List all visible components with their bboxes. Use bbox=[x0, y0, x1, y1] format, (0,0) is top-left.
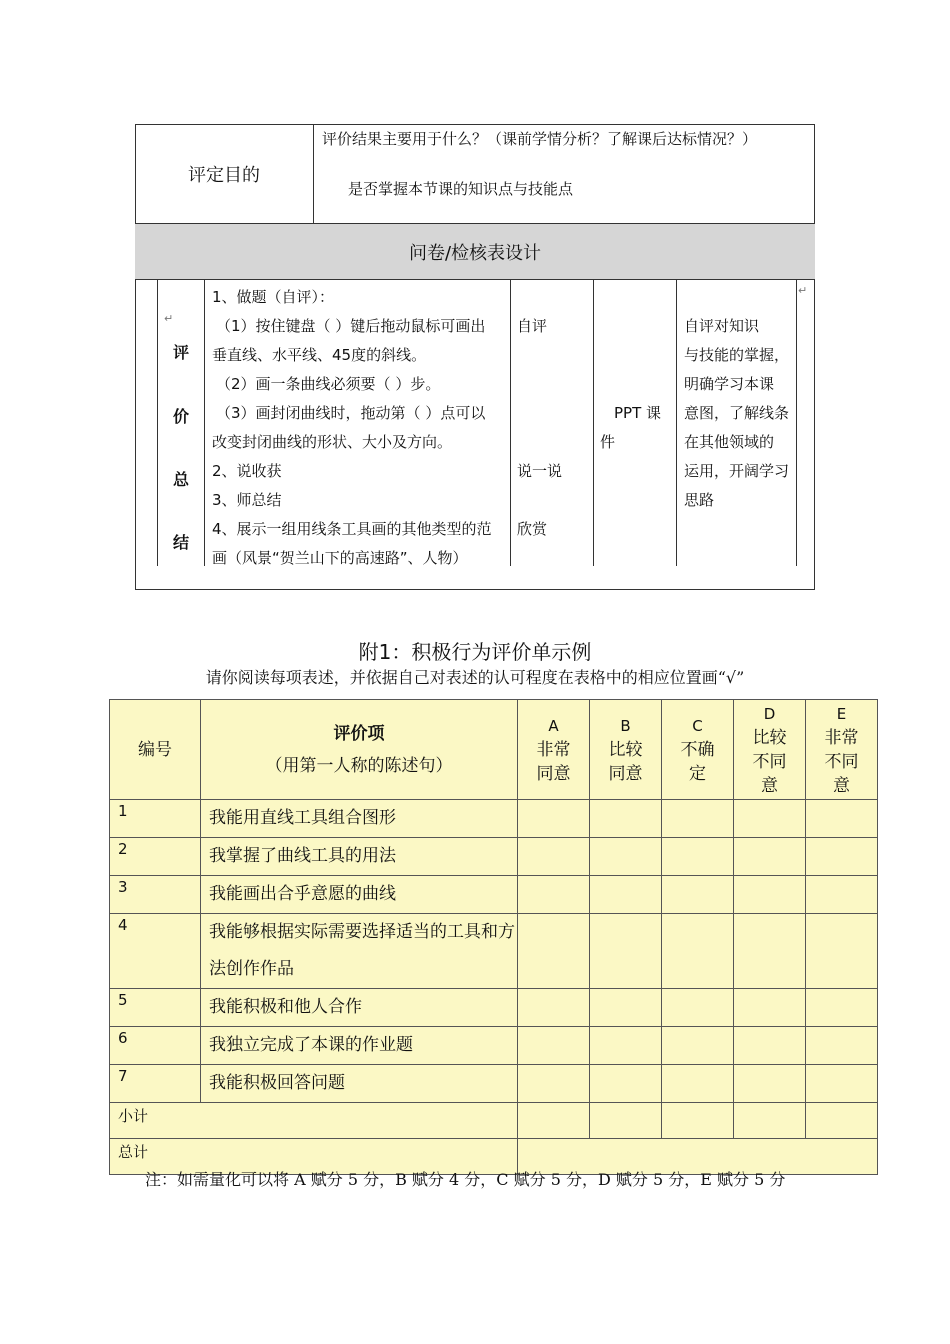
activity-line: （2）画一条曲线必须要（ ）步。 bbox=[216, 375, 441, 393]
activity-line: 2、说收获 bbox=[212, 462, 282, 480]
column-divider bbox=[157, 280, 158, 566]
activity-line: 1、做题（自评）： bbox=[212, 288, 335, 306]
media-column bbox=[600, 283, 672, 566]
column-divider bbox=[204, 280, 205, 566]
column-divider bbox=[676, 280, 677, 566]
rating-cell[interactable] bbox=[734, 914, 806, 989]
rating-cell[interactable] bbox=[590, 1065, 662, 1103]
rating-cell[interactable] bbox=[662, 876, 734, 914]
option-label: 不同 bbox=[824, 751, 859, 772]
activity-line: （1）按住键盘（ ）键后拖动鼠标可画出 bbox=[216, 317, 486, 335]
intent-column bbox=[684, 283, 794, 566]
media-line: PPT 课 bbox=[614, 404, 662, 422]
rating-cell[interactable] bbox=[734, 1027, 806, 1065]
column-divider bbox=[510, 280, 511, 566]
rating-cell[interactable] bbox=[590, 914, 662, 989]
activity-line: 画（风景“贺兰山下的高速路”、人物） bbox=[212, 549, 468, 566]
behavior-evaluation-table bbox=[109, 699, 878, 1175]
rating-cell[interactable] bbox=[590, 876, 662, 914]
rating-cell[interactable] bbox=[806, 800, 878, 838]
activity-line: 3、师总结 bbox=[212, 491, 282, 509]
table-row bbox=[110, 876, 878, 914]
intent-line: 在其他领域的 bbox=[684, 433, 775, 451]
rating-cell[interactable] bbox=[734, 876, 806, 914]
rating-cell[interactable] bbox=[590, 838, 662, 876]
subtotal-label: 小计 bbox=[110, 1103, 518, 1139]
subtotal-cell[interactable] bbox=[518, 1103, 590, 1139]
rating-cell[interactable] bbox=[590, 1027, 662, 1065]
purpose-content bbox=[314, 124, 815, 224]
option-letter: E bbox=[836, 704, 847, 723]
intent-line: 自评对知识 bbox=[684, 317, 760, 335]
option-label: 同意 bbox=[536, 763, 571, 784]
intent-line: 运用，开阔学习 bbox=[684, 462, 790, 480]
option-letter: C bbox=[692, 716, 703, 735]
option-letter: A bbox=[548, 716, 559, 735]
activity-line: 改变封闭曲线的形状、大小及方向。 bbox=[212, 433, 453, 451]
rating-cell[interactable] bbox=[518, 914, 590, 989]
activity-line: 4、展示一组用线条工具画的其他类型的范 bbox=[212, 520, 492, 538]
side-char: 结 bbox=[173, 533, 190, 552]
rating-cell[interactable] bbox=[806, 838, 878, 876]
media-line: 件 bbox=[600, 433, 616, 451]
rating-cell[interactable] bbox=[518, 1027, 590, 1065]
table-row bbox=[110, 838, 878, 876]
rating-cell[interactable] bbox=[518, 1065, 590, 1103]
option-e-header bbox=[806, 700, 878, 800]
intent-line: 与技能的掌握， bbox=[684, 346, 790, 364]
col-item-title: 评价项 bbox=[333, 723, 385, 744]
side-char: 总 bbox=[173, 470, 190, 489]
option-label: 非常 bbox=[824, 727, 859, 748]
option-label: 同意 bbox=[608, 763, 643, 784]
rating-cell[interactable] bbox=[662, 914, 734, 989]
rating-cell[interactable] bbox=[590, 800, 662, 838]
rating-cell[interactable] bbox=[806, 1065, 878, 1103]
option-label: 定 bbox=[689, 763, 706, 784]
row-statement: 我能积极回答问题 bbox=[201, 1065, 518, 1103]
rating-cell[interactable] bbox=[734, 1065, 806, 1103]
subtotal-cell[interactable] bbox=[590, 1103, 662, 1139]
row-number: 5 bbox=[110, 989, 201, 1027]
column-divider bbox=[593, 280, 594, 566]
rating-cell[interactable] bbox=[662, 1065, 734, 1103]
return-mark: ↵ bbox=[164, 312, 174, 325]
rating-cell[interactable] bbox=[806, 1027, 878, 1065]
rating-cell[interactable] bbox=[518, 989, 590, 1027]
option-d-header bbox=[734, 700, 806, 800]
table-row bbox=[110, 914, 878, 989]
rating-cell[interactable] bbox=[734, 800, 806, 838]
rating-cell[interactable] bbox=[518, 876, 590, 914]
option-label: 不同 bbox=[752, 751, 787, 772]
method-line: 自评 bbox=[517, 317, 548, 335]
total-label: 总计 bbox=[110, 1139, 518, 1175]
rating-cell[interactable] bbox=[806, 876, 878, 914]
side-char: 价 bbox=[173, 407, 190, 426]
table-row bbox=[110, 1027, 878, 1065]
row-number: 6 bbox=[110, 1027, 201, 1065]
table-row bbox=[110, 800, 878, 838]
rating-cell[interactable] bbox=[518, 800, 590, 838]
row-statement: 我能画出合乎意愿的曲线 bbox=[201, 876, 518, 914]
row-number: 4 bbox=[110, 914, 201, 989]
activity-line: （3）画封闭曲线时，拖动第（ ）点可以 bbox=[216, 404, 486, 422]
col-number-header: 编号 bbox=[110, 700, 201, 800]
purpose-answer: 是否掌握本节课的知识点与技能点 bbox=[348, 180, 574, 198]
row-statement: 我能积极和他人合作 bbox=[201, 989, 518, 1027]
purpose-question: 评价结果主要用于什么？（课前学情分析？了解课后达标情况？） bbox=[322, 130, 758, 148]
subtotal-cell[interactable] bbox=[806, 1103, 878, 1139]
scoring-note: 注：如需量化可以将 A 赋分 5 分，B 赋分 4 分，C 赋分 5 分，D 赋分 5 分，E 赋分 5 分 bbox=[145, 1170, 786, 1189]
row-number: 7 bbox=[110, 1065, 201, 1103]
row-number: 3 bbox=[110, 876, 201, 914]
rating-cell[interactable] bbox=[662, 800, 734, 838]
option-label: 比较 bbox=[752, 727, 787, 748]
option-a-header bbox=[518, 700, 590, 800]
rating-cell[interactable] bbox=[662, 989, 734, 1027]
subtotal-cell[interactable] bbox=[734, 1103, 806, 1139]
rating-cell[interactable] bbox=[518, 838, 590, 876]
option-label: 比较 bbox=[608, 739, 643, 760]
appendix-title: 附1：积极行为评价单示例 bbox=[358, 640, 592, 664]
intent-line: 思路 bbox=[684, 491, 715, 509]
rating-cell[interactable] bbox=[590, 989, 662, 1027]
method-column bbox=[517, 283, 589, 566]
option-label: 非常 bbox=[536, 739, 571, 760]
row-number: 1 bbox=[110, 800, 201, 838]
row-statement: 我独立完成了本课的作业题 bbox=[201, 1027, 518, 1065]
activity-line: 垂直线、水平线、45度的斜线。 bbox=[212, 346, 427, 364]
rating-cell[interactable] bbox=[734, 838, 806, 876]
method-line: 欣赏 bbox=[517, 520, 548, 538]
intent-line: 意图，了解线条 bbox=[684, 404, 790, 422]
rating-cell[interactable] bbox=[734, 989, 806, 1027]
rating-cell[interactable] bbox=[806, 914, 878, 989]
method-line: 说一说 bbox=[517, 462, 563, 480]
rating-cell[interactable] bbox=[806, 989, 878, 1027]
side-char: 评 bbox=[173, 343, 190, 362]
col-item-header bbox=[201, 700, 518, 800]
header-row bbox=[110, 700, 878, 800]
intent-line: 明确学习本课 bbox=[684, 375, 775, 393]
column-divider bbox=[796, 280, 797, 566]
col-item-subtitle: （用第一人称的陈述句） bbox=[265, 755, 453, 776]
activity-column bbox=[212, 283, 508, 566]
option-label: 意 bbox=[761, 775, 778, 796]
purpose-label: 评定目的 bbox=[135, 124, 314, 224]
rating-cell[interactable] bbox=[662, 1027, 734, 1065]
option-label: 不确 bbox=[680, 739, 715, 760]
return-mark: ↵ bbox=[798, 284, 808, 297]
option-letter: B bbox=[620, 716, 631, 735]
section-title: 问卷/检核表设计 bbox=[135, 224, 815, 280]
row-number: 2 bbox=[110, 838, 201, 876]
option-c-header bbox=[662, 700, 734, 800]
table-row bbox=[110, 1065, 878, 1103]
row-statement: 我能够根据实际需要选择适当的工具和方法创作作品 bbox=[201, 914, 518, 989]
option-label: 意 bbox=[833, 775, 850, 796]
appendix-instruction: 请你阅读每项表述，并依据自己对表述的认可程度在表格中的相应位置画“√” bbox=[205, 668, 745, 687]
option-letter: D bbox=[763, 704, 776, 723]
subtotal-row bbox=[110, 1103, 878, 1139]
table-row bbox=[110, 989, 878, 1027]
row-statement: 我能用直线工具组合图形 bbox=[201, 800, 518, 838]
row-statement: 我掌握了曲线工具的用法 bbox=[201, 838, 518, 876]
option-b-header bbox=[590, 700, 662, 800]
rating-cell[interactable] bbox=[662, 838, 734, 876]
subtotal-cell[interactable] bbox=[662, 1103, 734, 1139]
